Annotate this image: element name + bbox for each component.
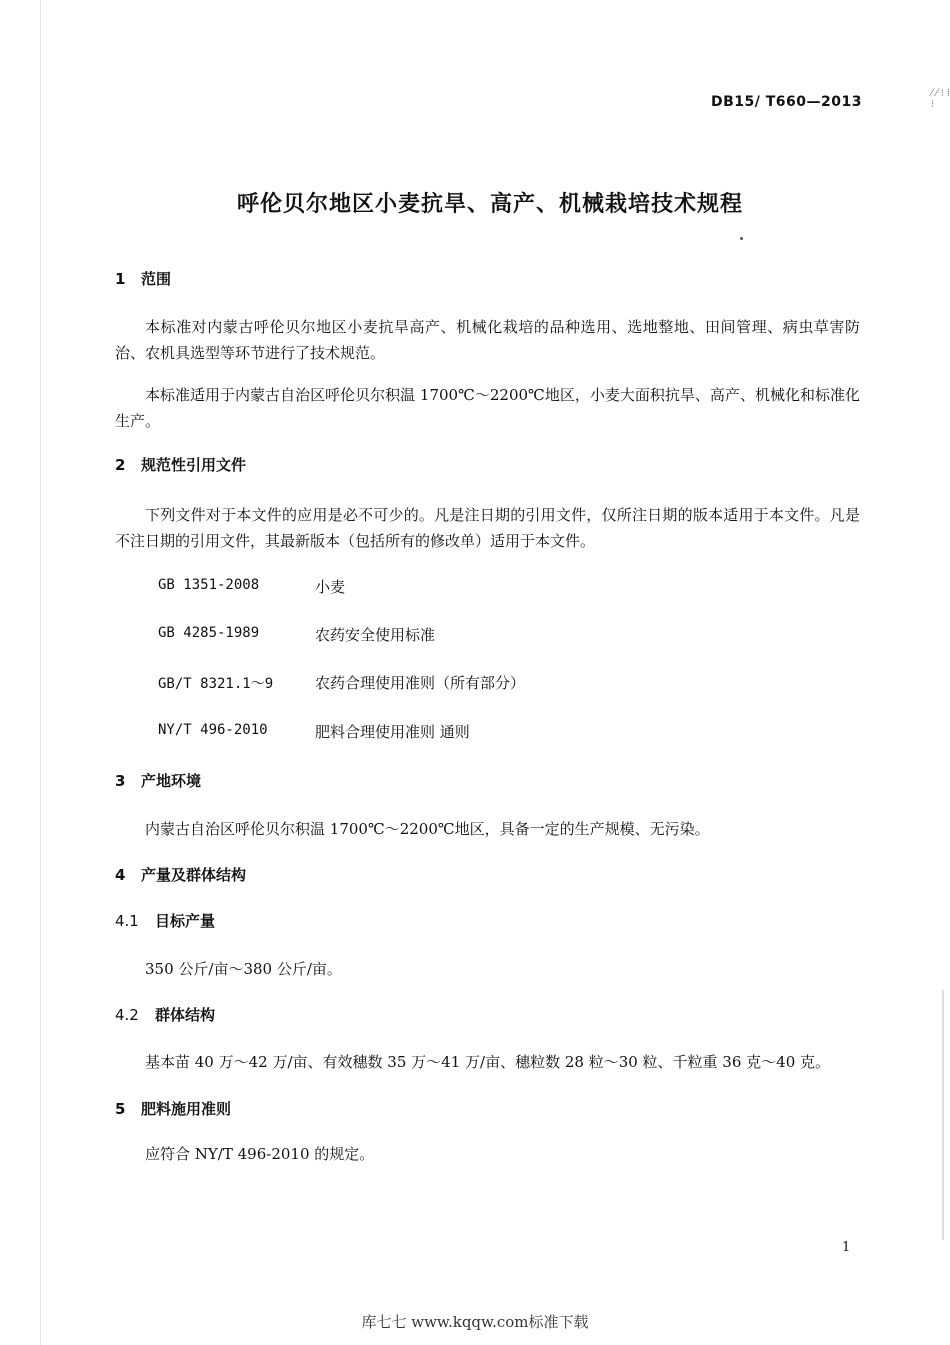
section-title: 产地环境: [141, 772, 202, 790]
reference-title: 农药合理使用准则（所有部分）: [315, 674, 526, 692]
scan-edge-right: [942, 990, 944, 1240]
section-title: 目标产量: [155, 912, 216, 930]
section-number: 4.1: [115, 912, 139, 930]
section-4-2-paragraph: 基本苗 40 万～42 万/亩、有效穗数 35 万～41 万/亩、穗粒数 28 粒～30 粒、千粒重 36 克～40 克。: [145, 1053, 831, 1071]
section-number: 3: [115, 772, 126, 790]
section-4-heading: [115, 864, 246, 885]
section-1-paragraph-2: 本标准适用于内蒙古自治区呼伦贝尔积温 1700℃～2200℃地区，小麦大面积抗旱、高产、机械化和标准化生产。: [115, 386, 860, 430]
section-number: 4: [115, 866, 126, 884]
section-title: 范围: [141, 270, 172, 288]
section-2-heading: [115, 454, 246, 475]
reference-code: GB 4285-1989: [158, 625, 260, 641]
page-number: 1: [842, 1240, 851, 1255]
section-5-heading: [115, 1098, 231, 1119]
section-title: 肥料施用准则: [141, 1100, 232, 1118]
reference-title: 小麦: [315, 578, 346, 596]
reference-code: NY/T 496-2010: [158, 722, 268, 738]
section-title: 规范性引用文件: [141, 456, 247, 474]
section-number: 2: [115, 456, 126, 474]
section-1-heading: [115, 268, 171, 289]
section-4-2-heading: [115, 1004, 215, 1025]
section-title: 产量及群体结构: [141, 866, 247, 884]
standard-code: DB15/ T660—2013: [711, 94, 862, 110]
section-2-paragraph-1: 下列文件对于本文件的应用是必不可少的。凡是注日期的引用文件，仅所注日期的版本适用于本文件。凡是不注日期的引用文件，其最新版本（包括所有的修改单）适用于本文件。: [115, 506, 860, 550]
reference-title: 肥料合理使用准则 通则: [315, 723, 470, 741]
section-4-1-paragraph: 350 公斤/亩～380 公斤/亩。: [145, 960, 342, 978]
reference-code: GB 1351-2008: [158, 577, 260, 593]
footer-watermark: 库七七 www.kqqw.com标准下载: [361, 1313, 589, 1331]
section-number: 4.2: [115, 1006, 139, 1024]
document-title: 呼伦贝尔地区小麦抗旱、高产、机械栽培技术规程: [236, 192, 743, 217]
section-5-paragraph: 应符合 NY/T 496-2010 的规定。: [145, 1145, 375, 1163]
margin-marks: ⁄ ⁄ ⁝ ⁞ ⁝: [931, 88, 950, 110]
section-title: 群体结构: [155, 1006, 216, 1024]
section-3-heading: [115, 770, 201, 791]
section-1-paragraph-1: 本标准对内蒙古呼伦贝尔地区小麦抗旱高产、机械化栽培的品种选用、选地整地、田间管理、病虫草害防治、农机具选型等环节进行了技术规范。: [115, 318, 860, 362]
section-3-paragraph-1: 内蒙古自治区呼伦贝尔积温 1700℃～2200℃地区，具备一定的生产规模、无污染。: [145, 820, 710, 838]
section-4-1-heading: [115, 910, 215, 931]
section-number: 1: [115, 270, 126, 288]
reference-title: 农药安全使用标准: [315, 626, 436, 644]
reference-code: GB/T 8321.1～9: [158, 676, 274, 692]
section-number: 5: [115, 1100, 126, 1118]
scan-dot: [740, 237, 743, 240]
